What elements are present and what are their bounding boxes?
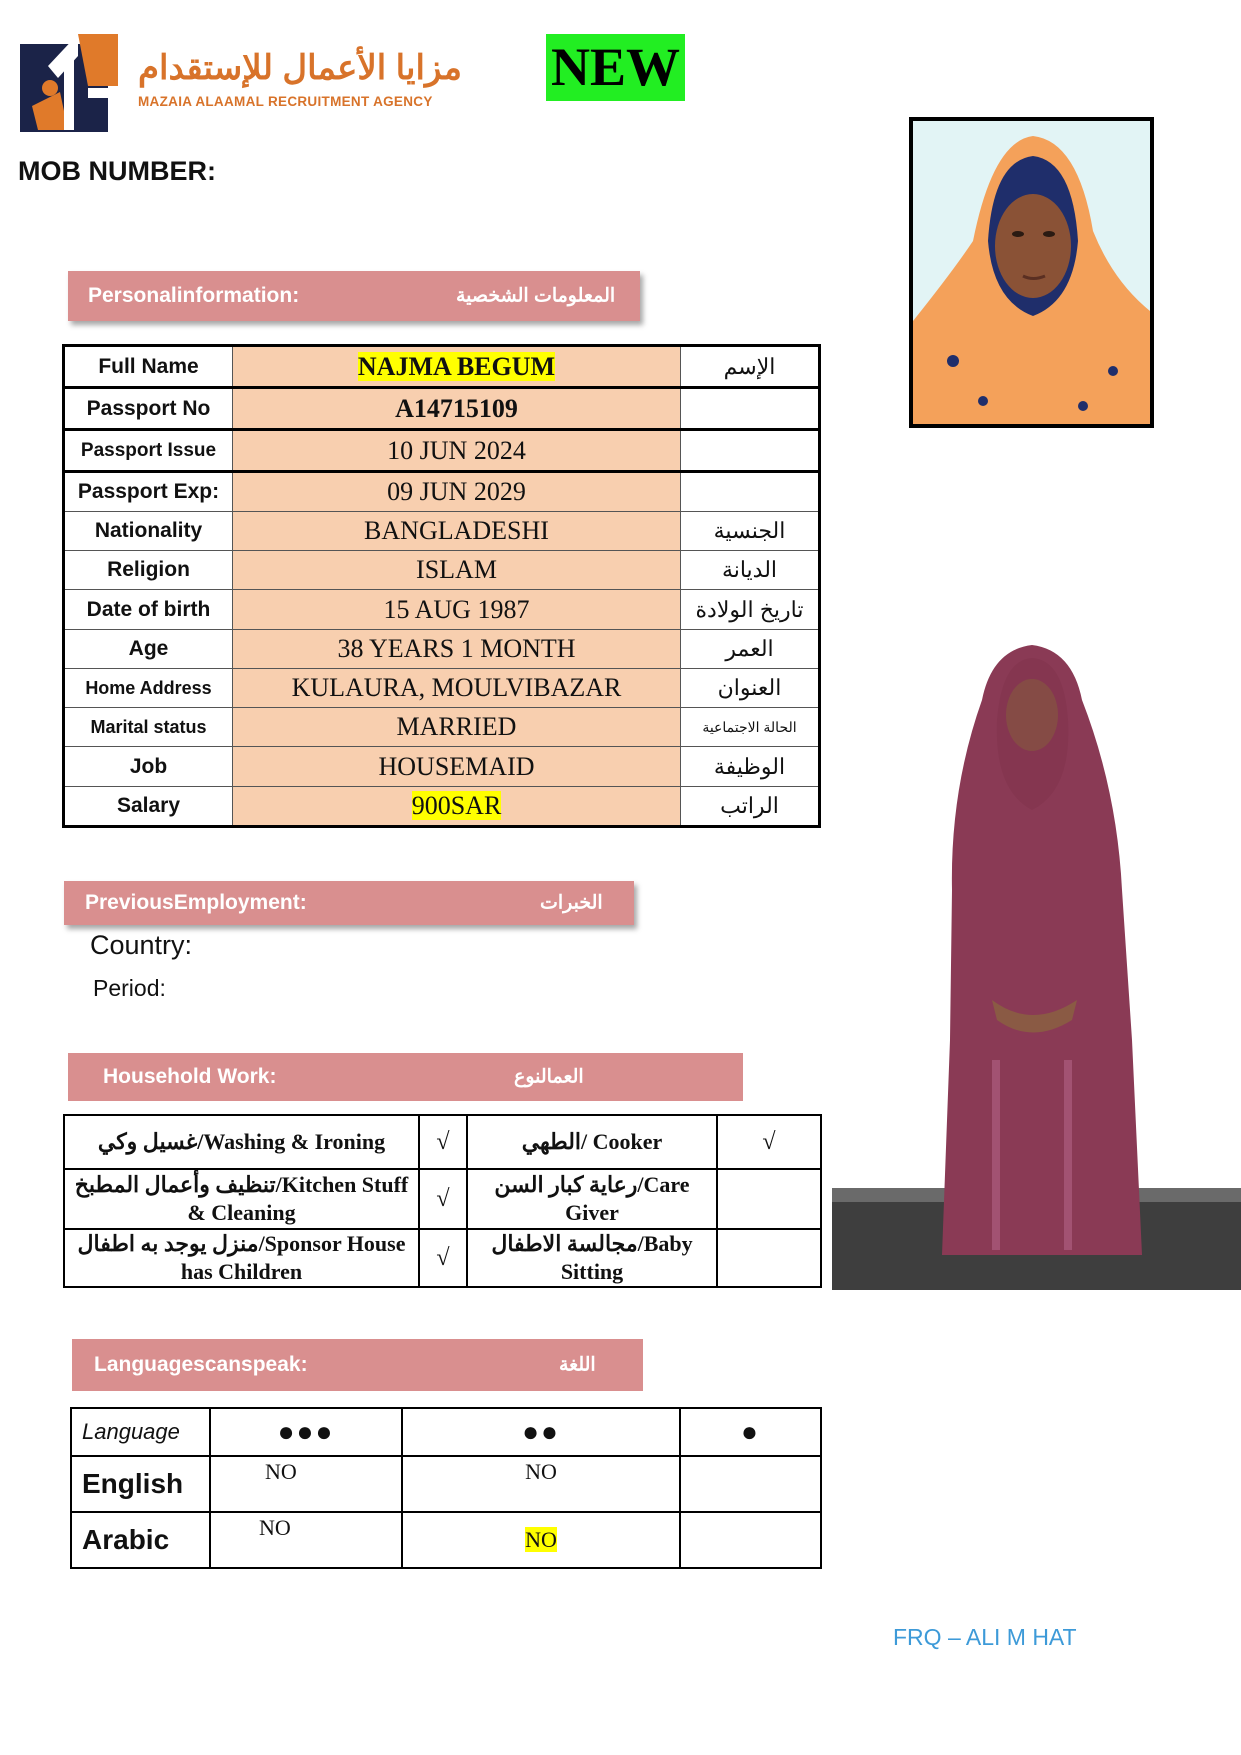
passport-issue-arabic [681, 430, 820, 472]
full-length-photo [832, 640, 1241, 1290]
job-value: HOUSEMAID [233, 747, 681, 787]
table-row [64, 551, 820, 590]
portrait-image-icon [913, 121, 1150, 424]
languages-title-arabic: اللغة [559, 1354, 596, 1376]
baby-sitting-label: مجالسة الاطفال/Baby Sitting [467, 1229, 717, 1287]
household-work-title: Household Work: [103, 1065, 277, 1088]
passport-exp-label: Passport Exp: [64, 472, 233, 512]
religion-label: Religion [64, 551, 233, 590]
table-row [64, 708, 820, 747]
personal-info-table [62, 344, 821, 828]
languages-title: Languagescanspeak: [94, 1353, 308, 1376]
date-of-birth-label: Date of birth [64, 590, 233, 630]
arabic-level-2-cell [402, 1512, 680, 1568]
mob-number-label: MOB NUMBER: [18, 156, 216, 186]
passport-issue-value: 10 JUN 2024 [233, 430, 681, 472]
english-level-2: NO [402, 1456, 680, 1512]
personal-info-title-arabic: المعلومات الشخصية [456, 285, 616, 307]
languages-table [70, 1407, 822, 1569]
nationality-label: Nationality [64, 512, 233, 551]
cooker-label: الطهي/ Cooker [467, 1115, 717, 1169]
cooker-check: √ [717, 1115, 821, 1169]
arabic-level-2: NO [525, 1527, 557, 1552]
table-row [64, 1229, 821, 1287]
nationality-value: BANGLADESHI [233, 512, 681, 551]
passport-no-value: A14715109 [233, 388, 681, 430]
table-row [71, 1512, 821, 1568]
table-row [64, 590, 820, 630]
passport-no-arabic [681, 388, 820, 430]
household-work-header [68, 1053, 743, 1101]
household-work-title-arabic: العمالنوع [514, 1066, 584, 1088]
country-label: Country: [90, 930, 193, 960]
age-arabic: العمر [681, 630, 820, 669]
table-row [71, 1408, 821, 1456]
salary-value: 900SAR [411, 791, 502, 820]
table-row [71, 1456, 821, 1512]
language-header-label: Language [71, 1408, 210, 1456]
table-row [64, 630, 820, 669]
portrait-photo [909, 117, 1154, 428]
religion-value: ISLAM [233, 551, 681, 590]
table-row [64, 512, 820, 551]
english-level-1 [680, 1456, 821, 1512]
full-length-image-icon [832, 640, 1241, 1290]
care-giver-check [717, 1169, 821, 1229]
table-row [64, 472, 820, 512]
personal-info-header [68, 271, 640, 321]
nationality-arabic: الجنسية [681, 512, 820, 551]
level-1-dots: ● [680, 1408, 821, 1456]
full-name-arabic: الإسم [681, 346, 820, 388]
home-address-value: KULAURA, MOULVIBAZAR [233, 669, 681, 708]
english-label: English [71, 1456, 210, 1512]
care-giver-label: رعاية كبار السن/Care Giver [467, 1169, 717, 1229]
salary-value-cell [233, 787, 681, 827]
table-row [64, 346, 820, 388]
full-name-value: NAJMA BEGUM [357, 351, 556, 381]
languages-header [72, 1339, 643, 1391]
marital-status-label: Marital status [64, 708, 233, 747]
new-badge: NEW [546, 34, 685, 101]
passport-exp-value: 09 JUN 2029 [233, 472, 681, 512]
logo-english-text: MAZAIA ALAAMAL RECRUITMENT AGENCY [138, 94, 433, 109]
table-row [64, 1115, 821, 1169]
previous-employment-title: PreviousEmployment: [85, 891, 307, 914]
period-label: Period: [93, 975, 166, 1001]
previous-employment-header [64, 881, 634, 925]
full-name-value-cell [233, 346, 681, 388]
home-address-label: Home Address [64, 669, 233, 708]
table-row [64, 747, 820, 787]
passport-issue-label: Passport Issue [64, 430, 233, 472]
job-label: Job [64, 747, 233, 787]
table-row [64, 787, 820, 827]
sponsor-children-label: منزل يوجد به اطفال/Sponsor House has Children [64, 1229, 419, 1287]
agency-logo-icon [18, 26, 126, 134]
household-work-table [63, 1114, 822, 1288]
salary-label: Salary [64, 787, 233, 827]
home-address-arabic: العنوان [681, 669, 820, 708]
footer-text: FRQ – ALI M HAT [893, 1624, 1077, 1650]
table-row [64, 669, 820, 708]
salary-arabic: الراتب [681, 787, 820, 827]
age-label: Age [64, 630, 233, 669]
passport-no-label: Passport No [64, 388, 233, 430]
level-2-dots: ●● [402, 1408, 680, 1456]
level-3-dots: ●●● [210, 1408, 402, 1456]
marital-status-arabic: الحالة الاجتماعية [681, 708, 820, 747]
logo-arabic-text: مزايا الأعمال للإستقدام [138, 49, 462, 87]
religion-arabic: الديانة [681, 551, 820, 590]
date-of-birth-value: 15 AUG 1987 [233, 590, 681, 630]
table-row [64, 388, 820, 430]
full-name-label: Full Name [64, 346, 233, 388]
personal-info-title: Personalinformation: [88, 284, 300, 307]
marital-status-value: MARRIED [233, 708, 681, 747]
arabic-level-3: NO [210, 1512, 402, 1568]
passport-exp-arabic [681, 472, 820, 512]
sponsor-children-check: √ [419, 1229, 467, 1287]
arabic-level-1 [680, 1512, 821, 1568]
age-value: 38 YEARS 1 MONTH [233, 630, 681, 669]
table-row [64, 430, 820, 472]
kitchen-cleaning-check: √ [419, 1169, 467, 1229]
washing-ironing-check: √ [419, 1115, 467, 1169]
baby-sitting-check [717, 1229, 821, 1287]
english-level-3: NO [210, 1456, 402, 1512]
date-of-birth-arabic: تاريخ الولادة [681, 590, 820, 630]
arabic-label: Arabic [71, 1512, 210, 1568]
previous-employment-title-arabic: الخبرات [540, 892, 603, 914]
job-arabic: الوظيفة [681, 747, 820, 787]
washing-ironing-label: غسيل وكي/Washing & Ironing [64, 1115, 419, 1169]
kitchen-cleaning-label: تنظيف وأعمال المطبخ/Kitchen Stuff & Cleaning [64, 1169, 419, 1229]
table-row [64, 1169, 821, 1229]
